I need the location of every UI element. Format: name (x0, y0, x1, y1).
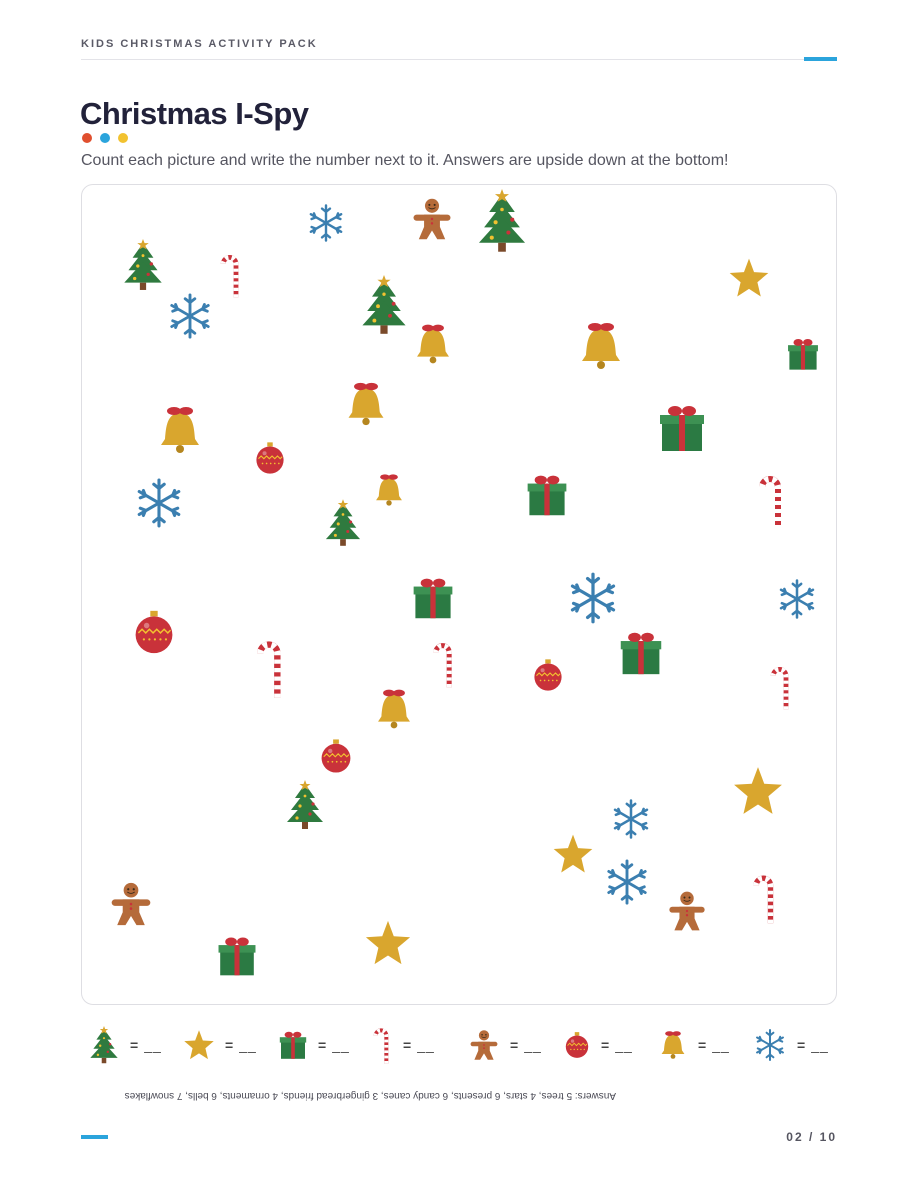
tally-row (88, 1023, 848, 1067)
snowflake-icon (610, 797, 652, 841)
bell-icon (155, 403, 205, 457)
bell-icon (343, 379, 389, 429)
tally-presents (278, 1023, 350, 1067)
dot-red (82, 133, 92, 143)
dot-blue (100, 133, 110, 143)
tally-equals: = (403, 1037, 412, 1053)
present-icon (278, 1029, 308, 1061)
candy-cane-icon (220, 251, 244, 299)
tally-blank[interactable]: __ (712, 1037, 730, 1053)
tally-stars (183, 1023, 257, 1067)
present-icon (618, 628, 664, 678)
present-icon (216, 933, 258, 979)
present-icon (657, 401, 707, 455)
tally-candy-canes (373, 1023, 435, 1067)
snowflake-icon (603, 857, 651, 907)
bell-icon (658, 1029, 688, 1061)
title-dots (82, 133, 128, 143)
tally-equals: = (318, 1037, 327, 1053)
tally-equals: = (225, 1037, 234, 1053)
tally-equals: = (698, 1037, 707, 1053)
candy-cane-icon (752, 871, 780, 925)
tally-trees (88, 1023, 162, 1067)
candy-cane-icon (770, 663, 794, 711)
star-icon (732, 765, 784, 817)
snowflake-icon (306, 202, 346, 244)
bell-icon (373, 686, 415, 732)
ornament-icon (253, 438, 287, 478)
tree-icon (122, 239, 164, 291)
footer-accent-bar (81, 1135, 108, 1139)
tree-icon (285, 780, 325, 830)
header-rule (81, 59, 837, 60)
candy-cane-icon (432, 639, 458, 689)
bell-icon (412, 321, 454, 367)
tally-blank[interactable]: __ (332, 1037, 350, 1053)
tally-bells (658, 1023, 730, 1067)
tree-icon (324, 499, 362, 547)
page-number: 02 / 10 (786, 1130, 837, 1144)
snowflake-icon (776, 577, 818, 621)
dot-yellow (118, 133, 128, 143)
gingerbread-icon (410, 195, 454, 243)
snowflake-icon (566, 570, 620, 626)
gingerbread-icon (468, 1028, 500, 1062)
tally-blank[interactable]: __ (524, 1037, 542, 1053)
tally-equals: = (130, 1037, 139, 1053)
tally-equals: = (601, 1037, 610, 1053)
candy-cane-icon (373, 1025, 393, 1065)
tree-icon (88, 1026, 120, 1064)
present-icon (411, 574, 455, 622)
ornament-icon (531, 655, 565, 695)
instructions: Count each picture and write the number next to it. Answers are upside down at the bottom! (81, 152, 729, 169)
page-title: Christmas I-Spy (80, 96, 309, 131)
ispy-panel (81, 184, 837, 1005)
tally-blank[interactable]: __ (615, 1037, 633, 1053)
header-label: KIDS CHRISTMAS ACTIVITY PACK (81, 38, 318, 50)
candy-cane-icon (758, 471, 788, 531)
gingerbread-icon (108, 879, 154, 929)
header-accent-bar (804, 57, 837, 61)
tally-equals: = (797, 1037, 806, 1053)
candy-cane-icon (256, 635, 288, 701)
ornament-icon (563, 1029, 591, 1061)
bell-icon (372, 471, 406, 509)
tally-snowflakes (753, 1023, 829, 1067)
present-icon (786, 335, 820, 373)
tally-ornaments (563, 1023, 633, 1067)
star-icon (728, 257, 770, 299)
tally-gingerbread (468, 1023, 542, 1067)
ornament-icon (131, 605, 177, 659)
tree-icon (476, 189, 528, 253)
tally-blank[interactable]: __ (144, 1037, 162, 1053)
tally-equals: = (510, 1037, 519, 1053)
star-icon (183, 1029, 215, 1061)
star-icon (552, 833, 594, 875)
tally-blank[interactable]: __ (239, 1037, 257, 1053)
bell-icon (576, 319, 626, 373)
gingerbread-icon (666, 888, 708, 934)
ornament-icon (318, 735, 354, 777)
answer-key-upside-down: Answers: 5 trees, 4 stars, 6 presents, 6 candy canes, 3 gingerbread friends, 4 ornaments, 6 bells, 7 snowflakes (124, 1090, 616, 1101)
tree-icon (360, 275, 408, 335)
snowflake-icon (753, 1027, 787, 1063)
snowflake-icon (166, 291, 214, 341)
tally-blank[interactable]: __ (811, 1037, 829, 1053)
tally-blank[interactable]: __ (417, 1037, 435, 1053)
star-icon (364, 919, 412, 967)
snowflake-icon (133, 476, 185, 530)
present-icon (525, 471, 569, 519)
